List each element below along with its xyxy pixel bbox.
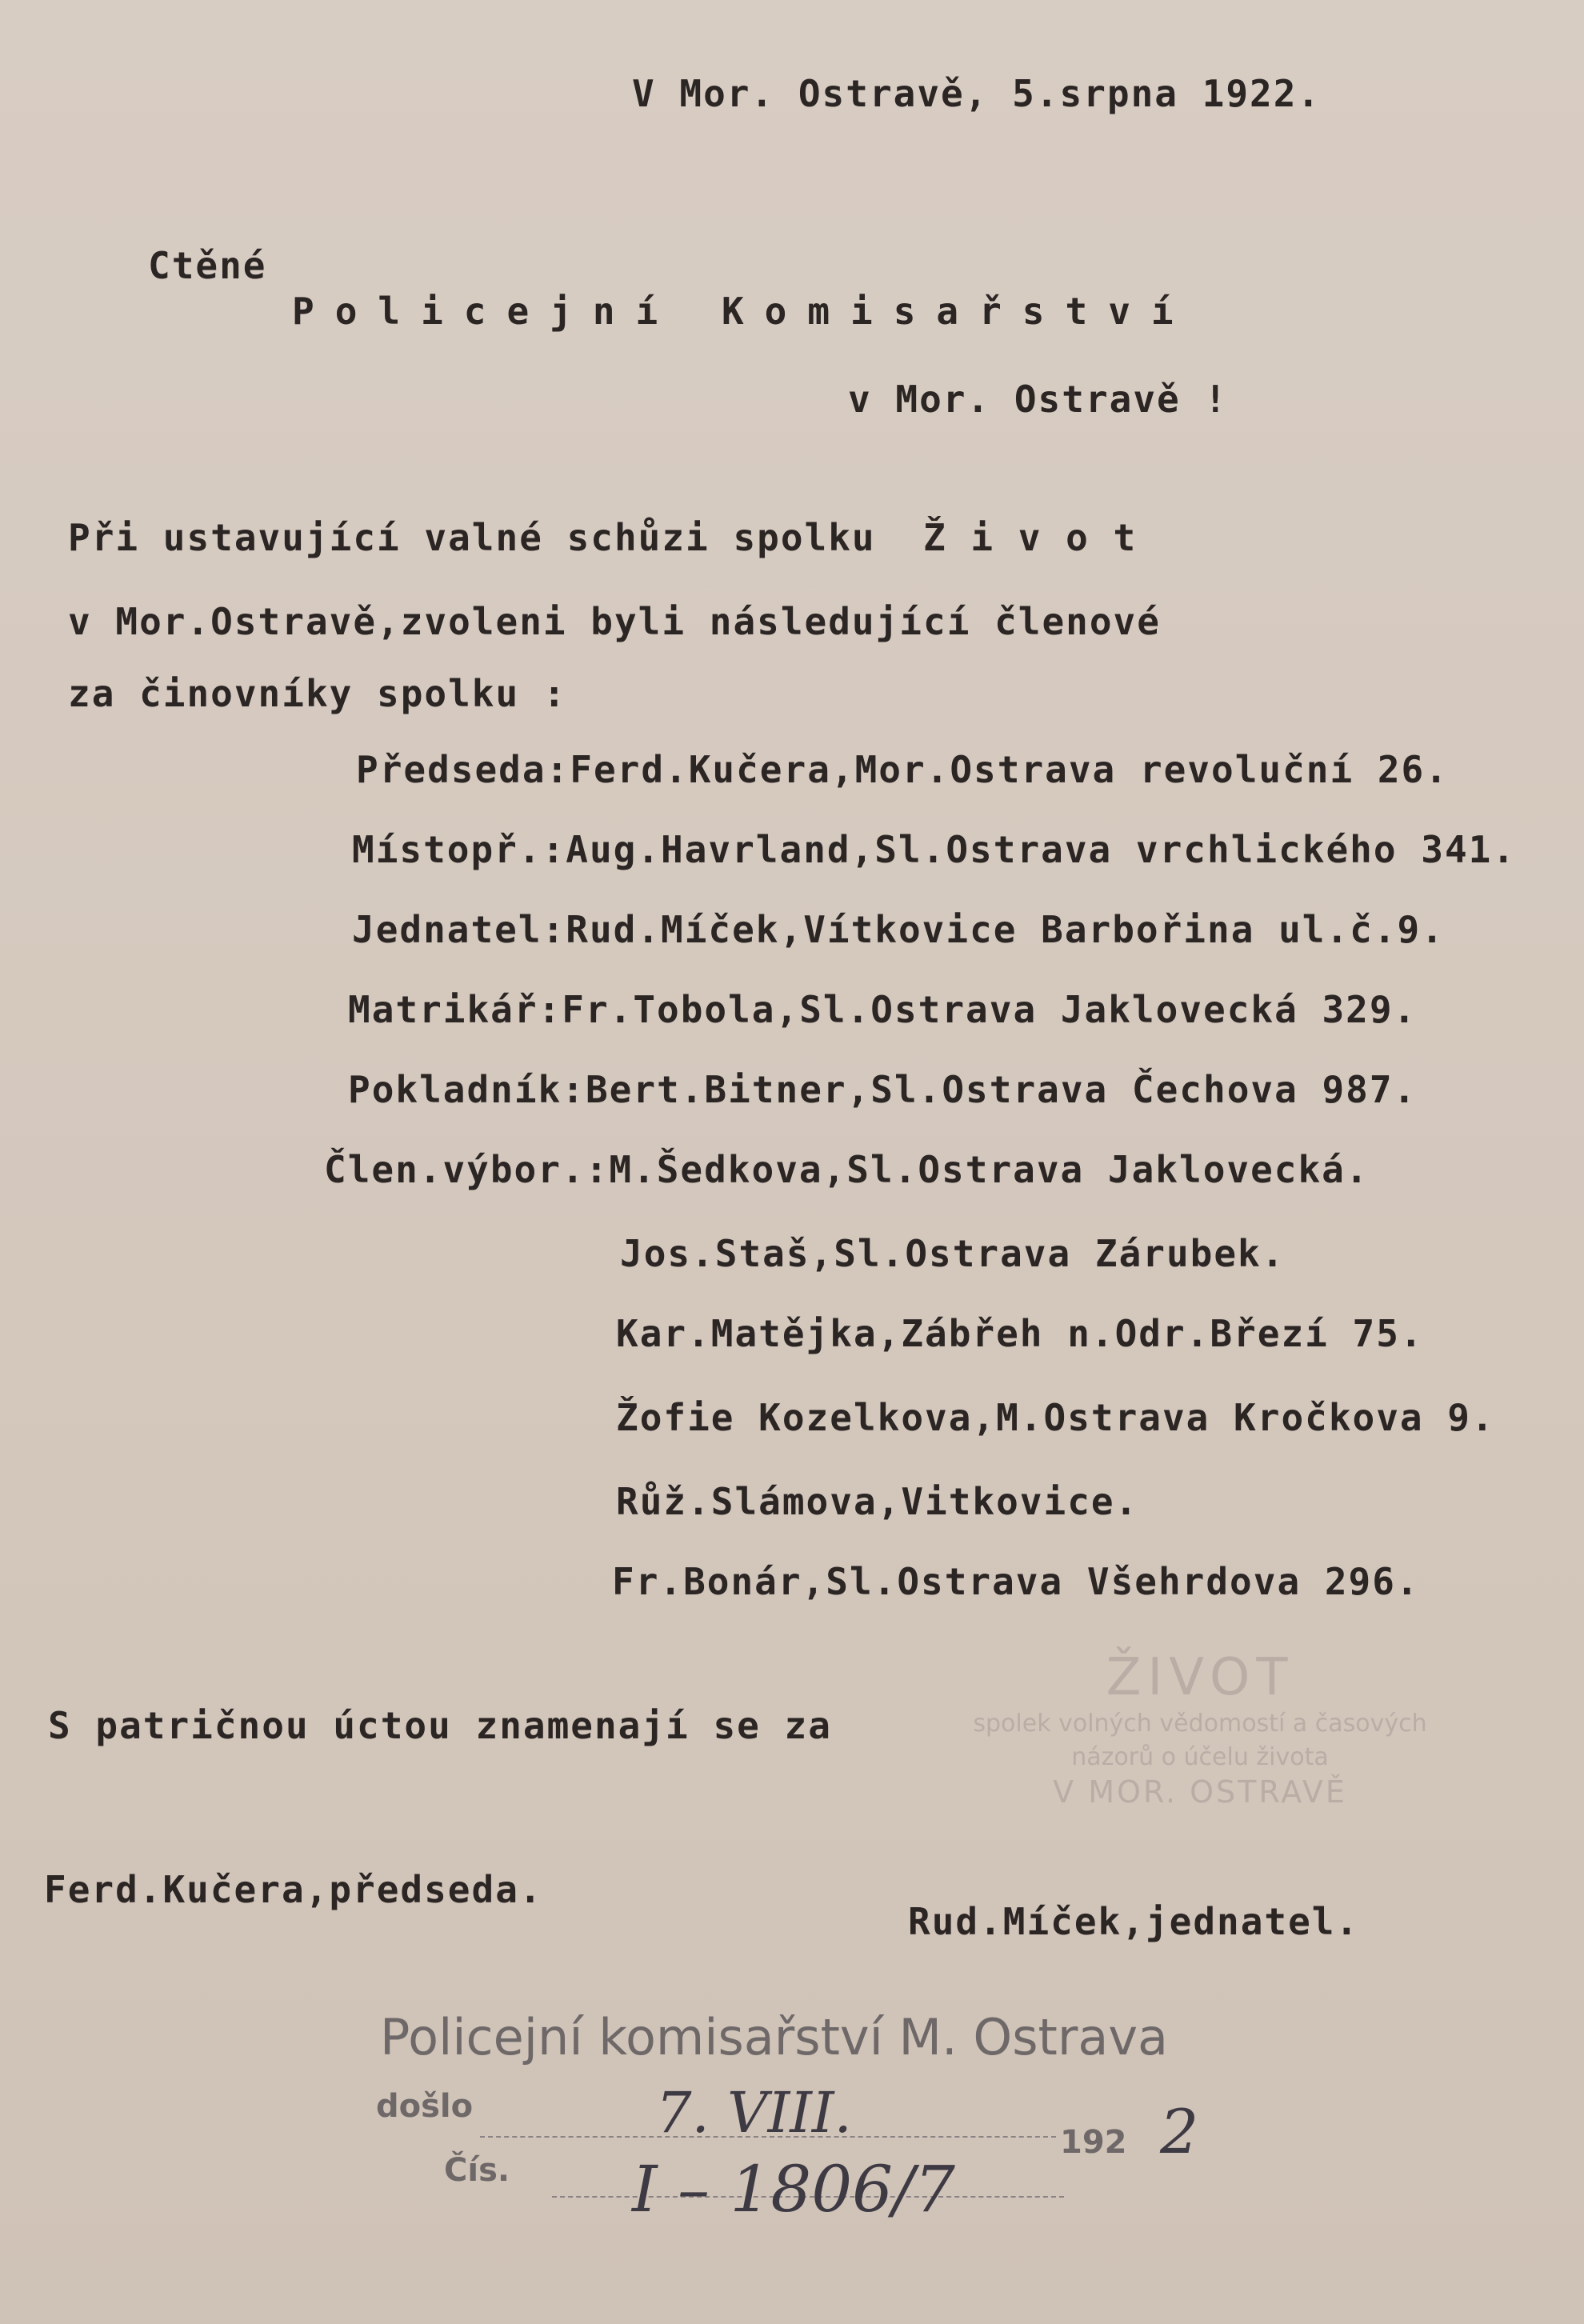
date-line: V Mor. Ostravě, 5.srpna 1922.: [632, 72, 1322, 115]
recipient-place: v Mor. Ostravě !: [848, 378, 1229, 421]
club-stamp-name: ŽIVOT: [1106, 1648, 1294, 1707]
intro-line: Při ustavující valné schůzi spolku Ž i v o t: [68, 516, 1138, 559]
police-stamp-year-prefix: 192: [1060, 2124, 1127, 2161]
received-date-handwritten: 7. VIII.: [656, 2080, 852, 2146]
club-stamp-city: V MOR. OSTRAVĚ: [1053, 1774, 1347, 1810]
club-stamp-line: názorů o účelu života: [1071, 1743, 1329, 1771]
recipient: Policejní Komisařství: [292, 290, 1194, 333]
club-stamp-line: spolek volných vědomostí a časových: [973, 1710, 1427, 1738]
officer-line: Místopř.:Aug.Havrland,Sl.Ostrava vrchlického 341.: [352, 828, 1517, 871]
officer-line: Matrikář:Fr.Tobola,Sl.Ostrava Jaklovecká 329.: [348, 988, 1418, 1031]
closing-line: S patričnou úctou znamenají se za: [48, 1704, 832, 1747]
intro-line: za činovníky spolku :: [68, 672, 567, 715]
year-digit-handwritten: 2: [1160, 2096, 1199, 2167]
committee-line: Žofie Kozelkova,M.Ostrava Kročkova 9.: [616, 1396, 1495, 1439]
officer-line: Jednatel:Rud.Míček,Vítkovice Barbořina ul.č.9.: [352, 908, 1445, 951]
signature-right: Rud.Míček,jednatel.: [908, 1900, 1360, 1943]
committee-line: Kar.Matějka,Zábřeh n.Odr.Březí 75.: [616, 1312, 1424, 1355]
committee-line: Fr.Bonár,Sl.Ostrava Všehrdova 296.: [612, 1560, 1420, 1603]
committee-line: Jos.Staš,Sl.Ostrava Zárubek.: [620, 1232, 1286, 1275]
officer-line: Předseda:Ferd.Kučera,Mor.Ostrava revoluční 26.: [356, 748, 1449, 791]
officer-line: Člen.výbor.:M.Šedkova,Sl.Ostrava Jaklovecká.: [324, 1148, 1370, 1191]
file-number-handwritten: I – 1806/7: [632, 2152, 955, 2226]
police-stamp-received-label: došlo: [376, 2088, 474, 2125]
intro-line: v Mor.Ostravě,zvoleni byli následující členové: [68, 600, 1161, 643]
salutation: Ctěné: [148, 244, 267, 287]
police-stamp-number-label: Čís.: [444, 2152, 510, 2189]
committee-line: Růž.Slámova,Vitkovice.: [616, 1480, 1139, 1523]
club-stamp: [920, 1648, 1480, 1810]
police-stamp-title: Policejní komisařství M. Ostrava: [380, 2008, 1169, 2066]
officer-line: Pokladník:Bert.Bitner,Sl.Ostrava Čechova 987.: [348, 1068, 1418, 1111]
signature-left: Ferd.Kučera,předseda.: [44, 1868, 543, 1911]
